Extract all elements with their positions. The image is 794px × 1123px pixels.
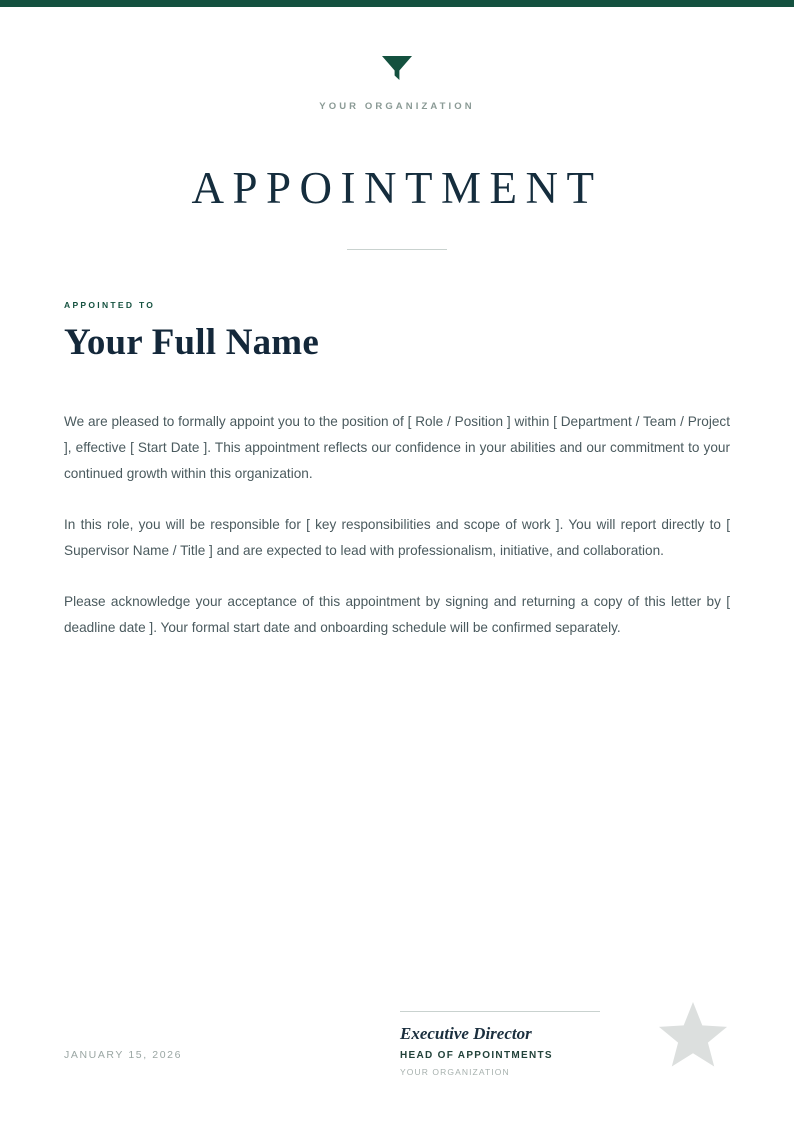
signature-block — [400, 1011, 600, 1077]
page-title: APPOINTMENT — [191, 163, 603, 213]
brand-header — [64, 0, 730, 112]
organization-name: YOUR ORGANIZATION — [319, 101, 475, 112]
title-divider — [347, 249, 447, 250]
signer-name: Executive Director — [400, 1023, 532, 1043]
body-paragraph-2: In this role, you will be responsible for [ key responsibilities and scope of work ]. You will report directly to [ Supervisor Name / Title ] and are expected to lead with professionalism, initiative, and collaboration. — [64, 516, 730, 558]
recipient-name: Your Full Name — [64, 322, 319, 363]
funnel-triangle-icon — [380, 54, 414, 82]
signature-line — [400, 1011, 600, 1012]
signer-organization: YOUR ORGANIZATION — [400, 1067, 510, 1077]
body-copy — [64, 409, 730, 641]
body-paragraph-3: Please acknowledge your acceptance of this appointment by signing and returning a copy of this letter by [ deadline date ]. Your formal start date and onboarding schedule will be confirmed separately. — [64, 593, 730, 635]
star-seal-icon — [656, 999, 730, 1073]
body-paragraph-1: We are pleased to formally appoint you to the position of [ Role / Position ] within [ Department / Team / Project ], effective [ Start Date ]. This appointment reflects our confidence in your abilities and our commitment to your continued growth within this organization. — [64, 413, 730, 481]
issued-date: JANUARY 15, 2026 — [64, 1049, 183, 1061]
signer-role: HEAD OF APPOINTMENTS — [400, 1050, 553, 1061]
certificate-footer — [64, 957, 730, 1077]
appointed-to-label: APPOINTED TO — [64, 300, 156, 310]
